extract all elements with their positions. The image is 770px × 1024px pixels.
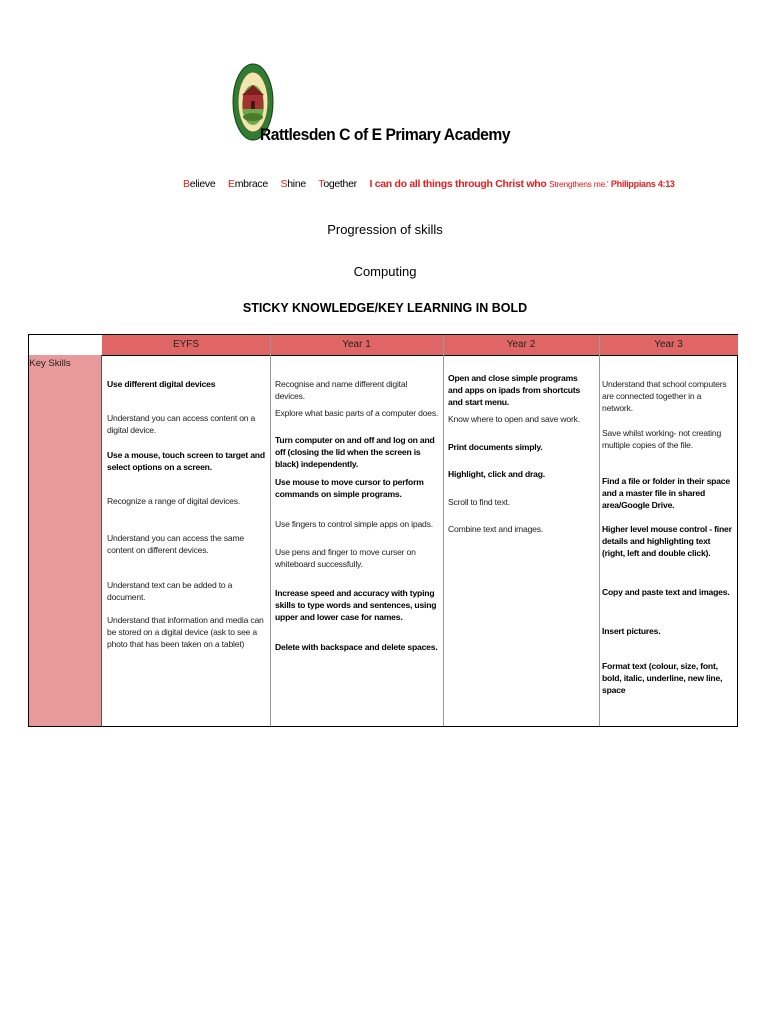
year2-skill: Print documents simply. <box>448 442 543 452</box>
subject-title: Computing <box>353 264 417 279</box>
column-header-year2: Year 2 <box>443 335 599 356</box>
year1-skill: Delete with backspace and delete spaces. <box>275 642 438 652</box>
motto-together: Together <box>318 178 357 190</box>
year3-skill: Insert pictures. <box>602 626 661 636</box>
column-header-eyfs: EYFS <box>102 335 270 356</box>
year1-skill: Turn computer on and off and log on and off (closing the lid when the screen is black) independently. <box>275 435 435 469</box>
column-header-year1: Year 1 <box>270 335 443 356</box>
eyfs-skill: Use different digital devices <box>107 379 216 389</box>
year3-skill: Save whilst working- not creating multiple copies of the file. <box>602 428 722 450</box>
year2-skill: Combine text and images. <box>448 524 544 534</box>
divider <box>443 335 444 726</box>
motto <box>183 178 675 190</box>
year2-skill: Scroll to find text. <box>448 497 510 507</box>
year1-skill: Use fingers to control simple apps on ipads. <box>275 519 433 529</box>
year3-skill: Higher level mouse control - finer details and highlighting text (right, left and double click). <box>602 524 732 558</box>
year1-skill: Use pens and finger to move curser on whiteboard successfully. <box>275 547 416 569</box>
divider <box>599 335 600 726</box>
year3-skill: Format text (colour, size, font, bold, italic, underline, new line, space <box>602 661 723 695</box>
sticky-knowledge-note: STICKY KNOWLEDGE/KEY LEARNING IN BOLD <box>242 301 528 315</box>
eyfs-skill: Recognize a range of digital devices. <box>107 496 241 506</box>
eyfs-skill: Understand you can access the same content on different devices. <box>107 533 244 555</box>
motto-shine: Shine <box>280 178 306 190</box>
school-name: Rattlesden C of E Primary Academy <box>259 125 511 144</box>
motto-believe: Believe <box>183 178 216 190</box>
year3-skill: Copy and paste text and images. <box>602 587 730 597</box>
column-header-year3: Year 3 <box>599 335 738 356</box>
page-subtitle: Progression of skills <box>327 222 443 237</box>
motto-embrace: Embrace <box>227 178 268 190</box>
eyfs-skill: Understand that information and media can be stored on a digital device (ask to see a photo that has been taken on a tablet) <box>107 615 264 649</box>
year2-skill: Highlight, click and drag. <box>448 469 545 479</box>
year1-skill: Recognise and name different digital devices. <box>275 379 408 401</box>
eyfs-skill: Understand text can be added to a document. <box>107 580 233 602</box>
eyfs-skill: Understand you can access content on a digital device. <box>107 413 256 435</box>
year2-skill: Know where to open and save work. <box>448 414 580 424</box>
year3-skill: Understand that school computers are connected together in a network. <box>602 379 727 413</box>
year2-skill: Open and close simple programs and apps on ipads from shortcuts and start menu. <box>448 373 581 407</box>
key-skills-column <box>29 355 102 726</box>
divider <box>270 335 271 726</box>
motto-verse: I can do all things through Christ who <box>369 178 547 190</box>
eyfs-skill: Use a mouse, touch screen to target and select options on a screen. <box>107 450 265 472</box>
year1-skill: Use mouse to move cursor to perform commands on simple programs. <box>275 477 424 499</box>
motto-verse-end: Strengthens me.' <box>549 179 609 189</box>
year1-skill: Explore what basic parts of a computer does. <box>275 408 439 418</box>
motto-verse-ref: Philippians 4:13 <box>610 179 675 189</box>
year3-skill: Find a file or folder in their space and a master file in shared area/Google Drive. <box>602 476 730 510</box>
row-label-key-skills: Key Skills <box>29 358 71 369</box>
year1-skill: Increase speed and accuracy with typing skills to type words and sentences, using upper and lower case for names. <box>275 588 437 622</box>
